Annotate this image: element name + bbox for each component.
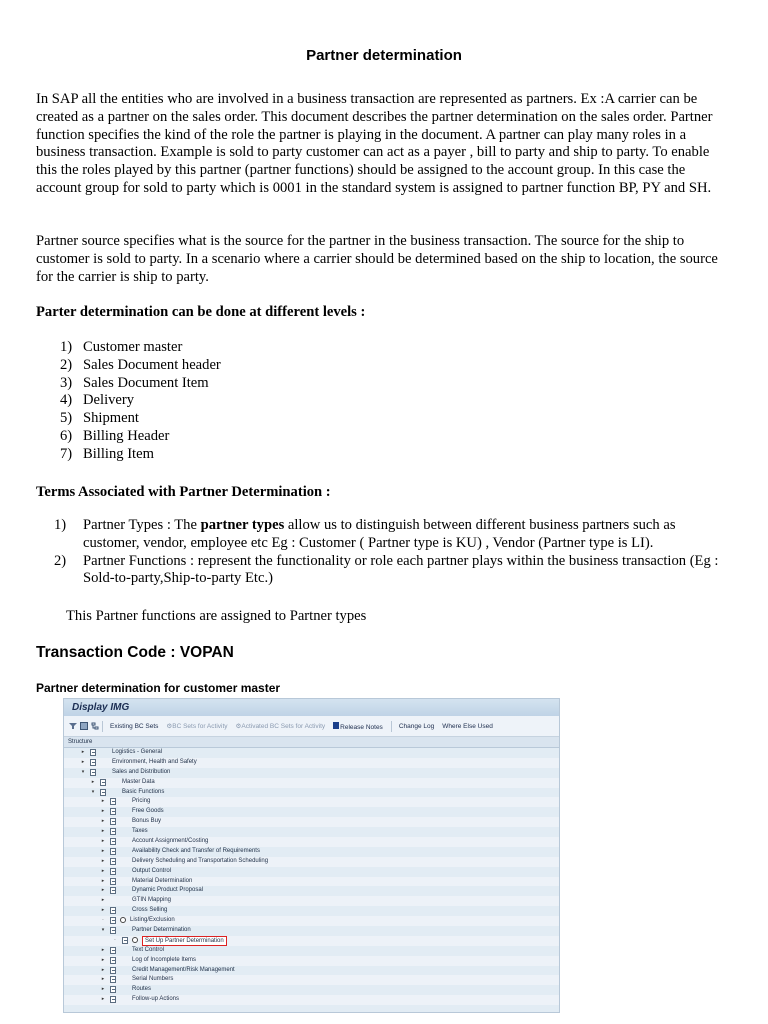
tree-node[interactable] [64, 788, 559, 798]
documentation-icon[interactable] [110, 848, 116, 855]
tree-node-label[interactable]: Material Determination [132, 877, 193, 884]
list-item: 2) Partner Functions : represent the functionality or role each partner plays within the business transaction (Eg : Sold-to-party,Ship-to-party Etc.) [54, 552, 719, 587]
documentation-icon[interactable] [110, 927, 116, 934]
documentation-icon[interactable] [110, 858, 116, 865]
bc-set-icon: ⚙ [235, 723, 242, 730]
expand-icon[interactable]: ▸ [101, 857, 105, 864]
tree-node-label[interactable]: Output Control [132, 867, 172, 874]
tree-node-label[interactable]: Dynamic Product Proposal [132, 887, 204, 894]
expand-icon[interactable]: ▸ [101, 907, 105, 914]
tree-node-label[interactable]: GTIN Mapping [132, 897, 172, 904]
collapse-icon[interactable]: ▾ [91, 788, 95, 795]
documentation-icon[interactable] [110, 878, 116, 885]
where-else-used-button[interactable]: Where Else Used [442, 722, 493, 730]
levels-heading: Parter determination can be done at different levels : [36, 304, 366, 320]
tree-node-label[interactable]: Account Assignment/Costing [132, 838, 209, 845]
documentation-icon[interactable] [110, 868, 116, 875]
documentation-icon[interactable] [110, 957, 116, 964]
tree-column-header: Structure [64, 737, 559, 748]
img-structure-tree [64, 737, 559, 1005]
terms-heading: Terms Associated with Partner Determination : [36, 484, 331, 500]
list-item: 1) Partner Types : The partner types allow us to distinguish between different business partners such as customer, vendor, employee etc Eg : Customer ( Partner type is KU) , Vendor (Partner type is LI). [54, 517, 676, 551]
tree-node[interactable] [64, 748, 559, 758]
sap-toolbar [64, 716, 559, 737]
documentation-icon[interactable] [100, 779, 106, 786]
tree-node[interactable] [64, 995, 559, 1005]
tree-node[interactable] [64, 857, 559, 867]
expand-icon[interactable]: ▸ [101, 897, 105, 904]
tree-node-label[interactable]: Taxes [132, 828, 148, 835]
tree-node-label[interactable]: Credit Management/Risk Management [132, 966, 235, 973]
documentation-icon[interactable] [110, 808, 116, 815]
bc-sets-for-activity-button[interactable]: ⚙BC Sets for Activity [166, 723, 228, 730]
expand-icon[interactable]: ▸ [101, 946, 105, 953]
list-item: 4) Delivery [60, 392, 135, 409]
tree-node-label[interactable]: Set Up Partner Determination [142, 936, 227, 946]
tree-node-label[interactable]: Logistics - General [112, 749, 163, 755]
tree-node[interactable] [64, 817, 559, 827]
levels-list [60, 339, 221, 464]
documentation-icon[interactable] [90, 759, 96, 766]
list-item: 3) Sales Document Item [60, 374, 209, 391]
expand-icon[interactable]: ▸ [101, 847, 105, 854]
screenshot-caption: Partner determination for customer master [36, 681, 281, 695]
tree-node-label[interactable]: Basic Functions [122, 788, 165, 795]
save-icon[interactable] [80, 722, 88, 730]
tree-node-label[interactable]: Routes [132, 986, 152, 993]
documentation-icon[interactable] [110, 818, 116, 825]
documentation-icon[interactable] [110, 947, 116, 954]
list-item: 5) Shipment [60, 410, 139, 427]
tree-node-label[interactable]: Bonus Buy [132, 818, 162, 825]
documentation-icon[interactable] [110, 838, 116, 845]
documentation-icon[interactable] [110, 917, 116, 924]
expand-icon[interactable]: ▸ [101, 956, 105, 963]
documentation-icon[interactable] [90, 749, 96, 756]
info-icon [333, 722, 339, 729]
document-title: Partner determination [306, 47, 462, 64]
tree-node[interactable] [64, 807, 559, 817]
terms-list [54, 517, 730, 588]
expand-icon[interactable]: ▸ [101, 986, 105, 993]
bc-set-icon: ⚙ [166, 723, 173, 730]
tree-node[interactable] [64, 886, 559, 896]
tree-node-label[interactable]: Follow-up Actions [132, 996, 180, 1003]
tree-node[interactable] [64, 797, 559, 807]
tree-rows [64, 748, 559, 1005]
tree-node[interactable] [64, 906, 559, 916]
tree-node[interactable] [64, 936, 559, 946]
tree-node[interactable] [64, 847, 559, 857]
list-item: 1) Customer master [60, 339, 183, 355]
tree-node[interactable] [64, 966, 559, 976]
documentation-icon[interactable] [110, 976, 116, 983]
tree-node-label[interactable]: Sales and Distribution [112, 768, 171, 775]
expand-icon[interactable]: ▸ [101, 828, 105, 835]
documentation-icon[interactable] [110, 986, 116, 993]
expand-icon[interactable]: ▸ [101, 867, 105, 874]
sap-display-img-screenshot [63, 698, 560, 1013]
release-notes-button[interactable]: Release Notes [333, 722, 383, 731]
expand-icon[interactable]: ▸ [81, 749, 85, 755]
documentation-icon[interactable] [110, 828, 116, 835]
tree-node-label[interactable]: Delivery Scheduling and Transportation Scheduling [132, 857, 269, 864]
tree-node-label[interactable]: Partner Determination [132, 927, 191, 934]
transaction-code: Transaction Code : VOPAN [36, 644, 234, 661]
tree-node[interactable] [64, 837, 559, 847]
tree-node[interactable] [64, 867, 559, 877]
hierarchy-icon[interactable] [91, 722, 99, 730]
expand-icon[interactable]: ▸ [101, 877, 105, 884]
list-item: 2) Sales Document header [60, 356, 221, 373]
tree-node-label[interactable]: Text Control [132, 946, 165, 953]
sap-window-title: Display IMG [64, 699, 559, 716]
tree-node-label[interactable]: Cross Selling [132, 907, 168, 914]
documentation-icon[interactable] [100, 789, 106, 796]
tree-node-label[interactable]: Pricing [132, 798, 151, 805]
tree-node-label[interactable]: Listing/Exclusion [130, 917, 175, 924]
tree-node[interactable] [64, 926, 559, 936]
expand-icon[interactable]: ▸ [101, 887, 105, 894]
tree-node[interactable] [64, 985, 559, 995]
toolbar-separator [391, 721, 392, 732]
filter-icon[interactable] [69, 722, 77, 730]
tree-node[interactable] [64, 946, 559, 956]
tree-node-label[interactable]: Master Data [122, 778, 155, 785]
tree-node[interactable] [64, 956, 559, 966]
tree-node[interactable] [64, 877, 559, 887]
partner-source-paragraph: Partner source specifies what is the source for the partner in the business transaction. The source for the ship to customer is sold to party. In a scenario where a carrier should be determined based on the ship to location, the source for the carrier is ship to party. [36, 233, 718, 285]
documentation-icon[interactable] [90, 769, 96, 776]
expand-icon[interactable]: · [114, 936, 116, 943]
tree-node[interactable] [64, 896, 559, 906]
expand-icon[interactable]: ▸ [101, 808, 105, 815]
tree-node[interactable] [64, 827, 559, 837]
expand-icon[interactable]: ▸ [101, 838, 105, 845]
documentation-icon[interactable] [110, 798, 116, 805]
tree-node[interactable] [64, 758, 559, 768]
tree-node-label[interactable]: Log of Incomplete Items [132, 956, 197, 963]
documentation-icon[interactable] [122, 937, 128, 944]
tree-node[interactable] [64, 975, 559, 985]
expand-icon[interactable]: · [102, 917, 104, 924]
expand-icon[interactable]: ▸ [101, 976, 105, 983]
documentation-icon[interactable] [110, 967, 116, 974]
tree-node-label[interactable]: Environment, Health and Safety [112, 758, 197, 765]
documentation-icon[interactable] [110, 907, 116, 914]
execute-clock-icon[interactable] [120, 917, 126, 923]
collapse-icon[interactable]: ▾ [101, 927, 105, 934]
tree-node-label[interactable]: Free Goods [132, 808, 164, 815]
tree-node[interactable] [64, 916, 559, 926]
documentation-icon[interactable] [110, 996, 116, 1003]
tree-node-label[interactable]: Serial Numbers [132, 976, 174, 983]
list-item: 6) Billing Header [60, 427, 170, 444]
existing-bc-sets-button[interactable]: Existing BC Sets [110, 722, 159, 730]
tree-node[interactable] [64, 768, 559, 778]
documentation-icon[interactable] [110, 887, 116, 894]
list-item: 7) Billing Item [60, 445, 154, 462]
expand-icon[interactable]: ▸ [81, 758, 85, 765]
intro-paragraph: In SAP all the entities who are involved in a business transaction are represented as partners. Ex :A carrier can be created as a partner on the sales order. This document describes the partner determination on the sales order. Partner function specifies the kind of the role the partner is playing in the document. A partner can play many roles in a business transaction. Example is sold to party customer can act as a payer , bill to party and ship to party. To enable this the roles played by this partner (partner functions) should be assigned to the account group. In this case the account group for sold to party which is 0001 in the standard system is assigned to partner function BP, PY and SH. [36, 91, 713, 196]
activated-bc-sets-button[interactable]: ⚙Activated BC Sets for Activity [235, 723, 326, 730]
expand-icon[interactable]: ▸ [101, 798, 105, 805]
expand-icon[interactable]: ▸ [91, 778, 95, 785]
execute-clock-icon[interactable] [132, 937, 138, 943]
expand-icon[interactable]: ▸ [101, 966, 105, 973]
change-log-button[interactable]: Change Log [398, 722, 435, 730]
tree-node-label[interactable]: Availability Check and Transfer of Requirements [132, 847, 260, 854]
assigned-note: This Partner functions are assigned to Partner types [66, 608, 367, 624]
expand-icon[interactable]: ▸ [101, 996, 105, 1003]
toolbar-separator [102, 721, 103, 732]
expand-icon[interactable]: ▸ [101, 818, 105, 825]
tree-node[interactable] [64, 778, 559, 788]
collapse-icon[interactable]: ▾ [81, 768, 85, 775]
